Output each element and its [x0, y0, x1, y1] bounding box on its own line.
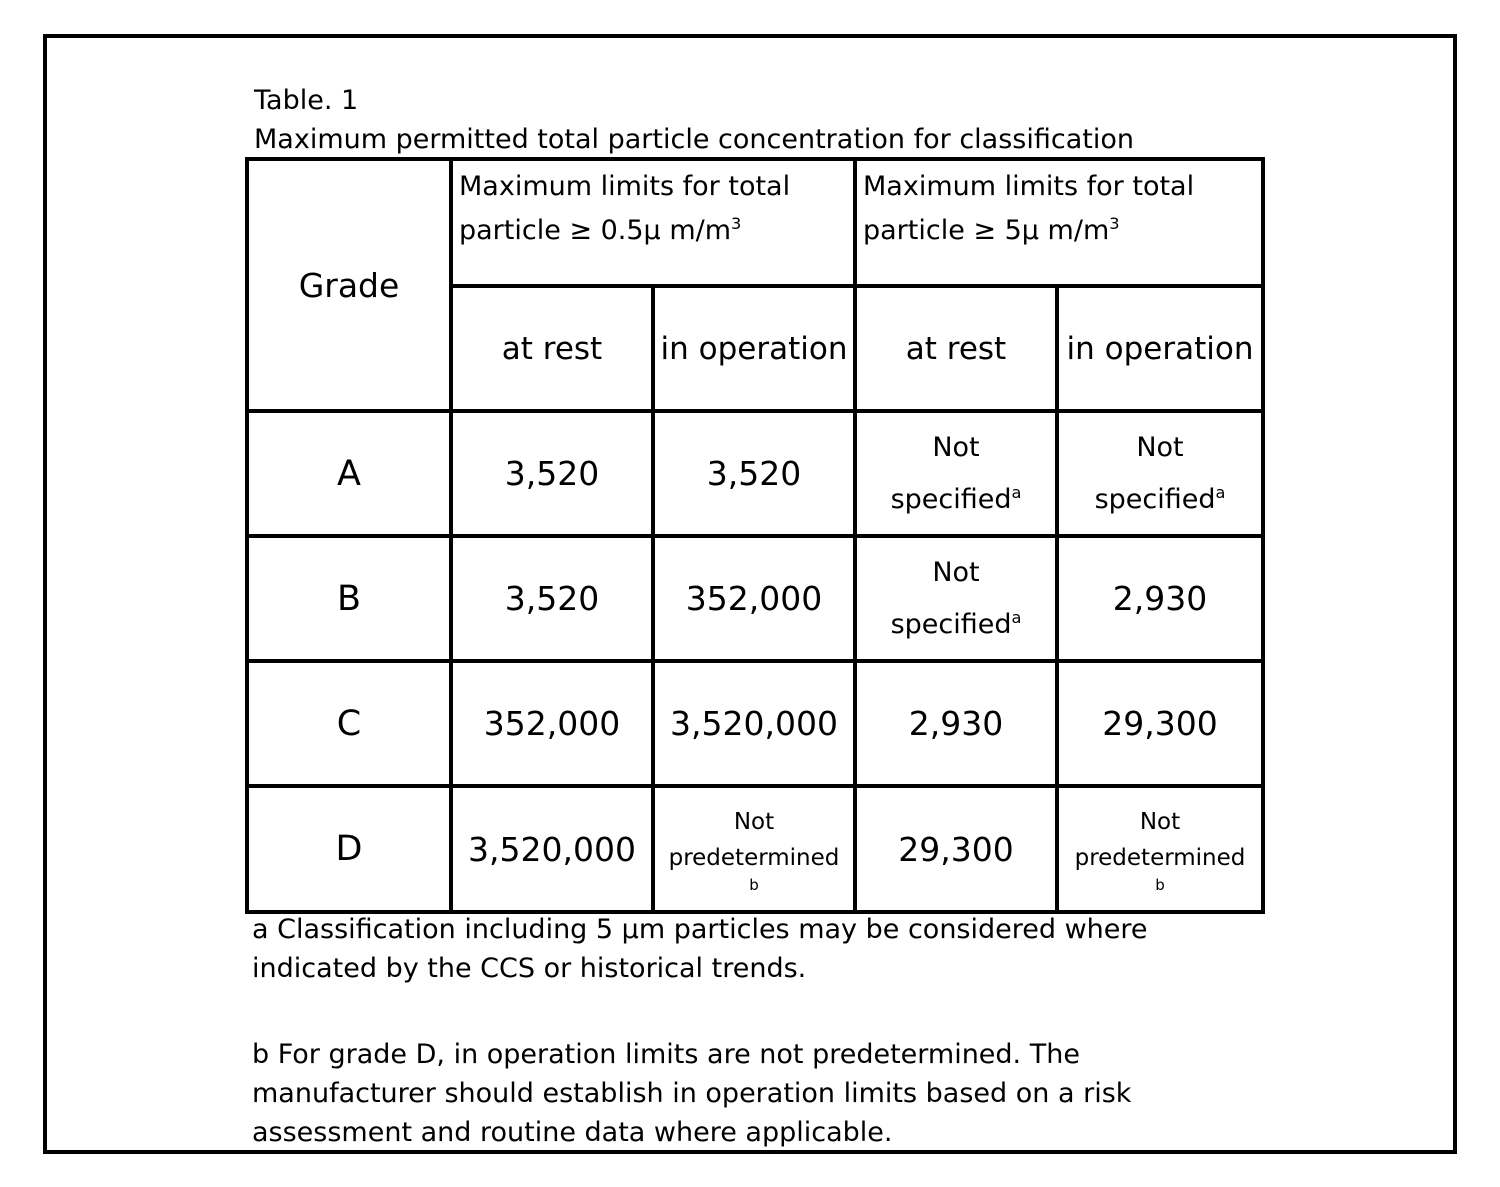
value-cell: 3,520 — [653, 411, 855, 536]
not-specified-cell: Not specified$^a$ — [855, 536, 1057, 661]
footnote-b-line2: manufacturer should establish in operation limits based on a risk — [252, 1078, 1132, 1109]
footnote-b-line3: assessment and routine data where applicable. — [252, 1117, 893, 1148]
value-cell: 3,520,000 — [653, 661, 855, 786]
group-header-0-5um-line2: particle ≥ 0.5μ $m/m^3$ — [459, 214, 742, 246]
grade-header: Grade — [247, 159, 451, 411]
group-header-5um — [855, 159, 1263, 286]
in-operation-header-0-5um: in operation — [653, 286, 855, 411]
value-cell: 2,930 — [1057, 536, 1263, 661]
value-cell: 3,520 — [451, 536, 653, 661]
footnote-a-line2: indicated by the CCS or historical trends. — [252, 953, 807, 984]
table-row — [247, 536, 1263, 661]
footnote-a-line1: a Classification including 5 μm particles may be considered where — [252, 914, 1148, 945]
at-rest-header-5um: at rest — [855, 286, 1057, 411]
grade-cell: B — [247, 536, 451, 661]
value-cell: 352,000 — [653, 536, 855, 661]
in-operation-header-5um: in operation — [1057, 286, 1263, 411]
footnote-a — [252, 910, 1252, 988]
grade-cell: D — [247, 786, 451, 912]
particle-limits-table — [245, 157, 1265, 914]
grade-cell: C — [247, 661, 451, 786]
group-header-5um-line2: particle ≥ 5μ $m/m^3$ — [863, 214, 1120, 246]
value-cell: 2,930 — [855, 661, 1057, 786]
group-header-0-5um-line1: Maximum limits for total — [459, 171, 791, 202]
group-header-0-5um — [451, 159, 855, 286]
not-specified-cell: Not specified$^a$ — [1057, 411, 1263, 536]
footnote-b — [252, 1035, 1252, 1152]
not-specified-cell: Not specified$^a$ — [855, 411, 1057, 536]
not-predetermined-cell: Not predetermined b — [653, 786, 855, 912]
at-rest-header-0-5um: at rest — [451, 286, 653, 411]
table-label: Table. 1 — [254, 85, 359, 116]
header-row-1 — [247, 159, 1263, 286]
not-predetermined-cell: Not predetermined b — [1057, 786, 1263, 912]
grade-cell: A — [247, 411, 451, 536]
table-row — [247, 786, 1263, 912]
table-row — [247, 411, 1263, 536]
table-row — [247, 661, 1263, 786]
value-cell: 352,000 — [451, 661, 653, 786]
value-cell: 3,520,000 — [451, 786, 653, 912]
group-header-5um-line1: Maximum limits for total — [863, 171, 1195, 202]
value-cell: 29,300 — [855, 786, 1057, 912]
footnote-b-line1: b For grade D, in operation limits are not predetermined. The — [252, 1039, 1080, 1070]
table-title: Maximum permitted total particle concentration for classification — [254, 124, 1134, 155]
value-cell: 3,520 — [451, 411, 653, 536]
value-cell: 29,300 — [1057, 661, 1263, 786]
